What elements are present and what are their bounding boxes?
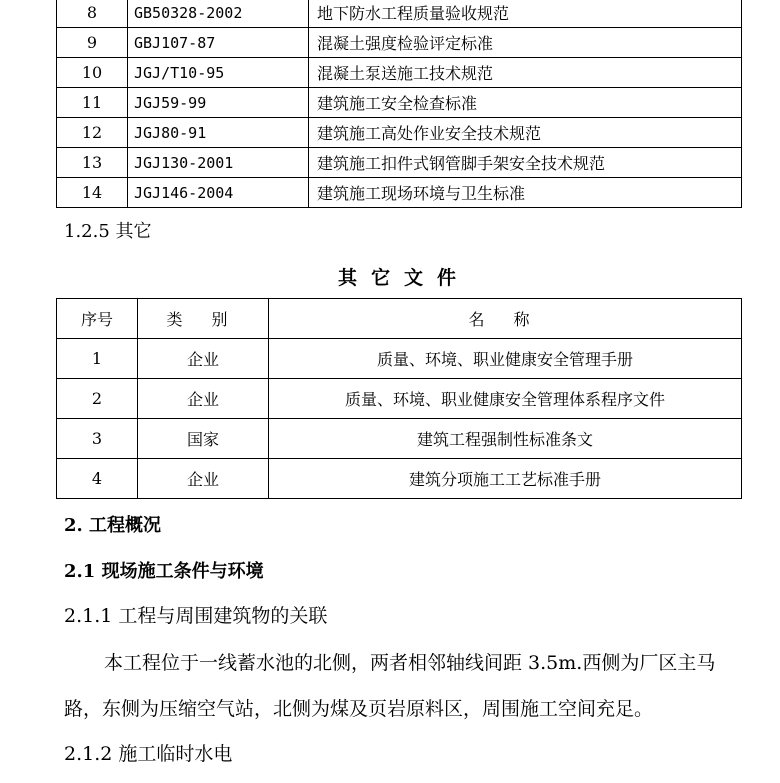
row-category: 企业 [138, 459, 269, 499]
standard-code: JGJ130-2001 [128, 148, 309, 178]
table-row [57, 339, 742, 379]
table-row [57, 379, 742, 419]
table-row [57, 28, 742, 58]
row-number: 14 [57, 178, 128, 208]
standard-code: JGJ80-91 [128, 118, 309, 148]
row-number: 3 [57, 419, 138, 459]
standard-code: GBJ107-87 [128, 28, 309, 58]
row-name: 建筑工程强制性标准条文 [269, 419, 742, 459]
table-row [57, 419, 742, 459]
standard-code: GB50328-2002 [128, 0, 309, 28]
section-heading-2-1-2: 2.1.2 施工临时水电 [64, 743, 233, 765]
standard-name: 地下防水工程质量验收规范 [309, 0, 742, 28]
paragraph-line-1: 本工程位于一线蓄水池的北侧，两者相邻轴线间距 3.5m.西侧为厂区主马 [104, 652, 716, 674]
row-category: 国家 [138, 419, 269, 459]
table-row [57, 88, 742, 118]
standard-name: 建筑施工安全检查标准 [309, 88, 742, 118]
paragraph-line-2: 路，东侧为压缩空气站，北侧为煤及页岩原料区，周围施工空间充足。 [64, 698, 654, 720]
section-heading-2-1: 2.1 现场施工条件与环境 [64, 561, 264, 582]
row-number: 2 [57, 379, 138, 419]
row-number: 11 [57, 88, 128, 118]
row-name: 质量、环境、职业健康安全管理手册 [269, 339, 742, 379]
table-row [57, 178, 742, 208]
section-heading-2: 2. 工程概况 [64, 515, 162, 536]
table-row [57, 0, 742, 28]
standards-table [56, 0, 742, 208]
row-number: 1 [57, 339, 138, 379]
column-header-number: 序号 [57, 299, 138, 339]
table-row [57, 118, 742, 148]
table-row [57, 148, 742, 178]
row-category: 企业 [138, 339, 269, 379]
row-number: 8 [57, 0, 128, 28]
row-number: 12 [57, 118, 128, 148]
standard-code: JGJ59-99 [128, 88, 309, 118]
table-row [57, 459, 742, 499]
standard-name: 混凝土强度检验评定标准 [309, 28, 742, 58]
standard-code: JGJ146-2004 [128, 178, 309, 208]
standard-name: 混凝土泵送施工技术规范 [309, 58, 742, 88]
standard-name: 建筑施工现场环境与卫生标准 [309, 178, 742, 208]
row-number: 9 [57, 28, 128, 58]
other-docs-table-title: 其它文件 [337, 267, 470, 289]
table-row [57, 58, 742, 88]
table-header-row [57, 299, 742, 339]
row-number: 10 [57, 58, 128, 88]
row-number: 4 [57, 459, 138, 499]
row-category: 企业 [138, 379, 269, 419]
standard-name: 建筑施工扣件式钢管脚手架安全技术规范 [309, 148, 742, 178]
standard-code: JGJ/T10-95 [128, 58, 309, 88]
section-heading-2-1-1: 2.1.1 工程与周围建筑物的关联 [64, 605, 328, 627]
standard-name: 建筑施工高处作业安全技术规范 [309, 118, 742, 148]
section-heading-1-2-5: 1.2.5 其它 [64, 221, 152, 242]
row-name: 质量、环境、职业健康安全管理体系程序文件 [269, 379, 742, 419]
other-docs-table [56, 298, 742, 499]
column-header-name: 名 称 [269, 299, 742, 339]
row-name: 建筑分项施工工艺标准手册 [269, 459, 742, 499]
row-number: 13 [57, 148, 128, 178]
column-header-category: 类 别 [138, 299, 269, 339]
